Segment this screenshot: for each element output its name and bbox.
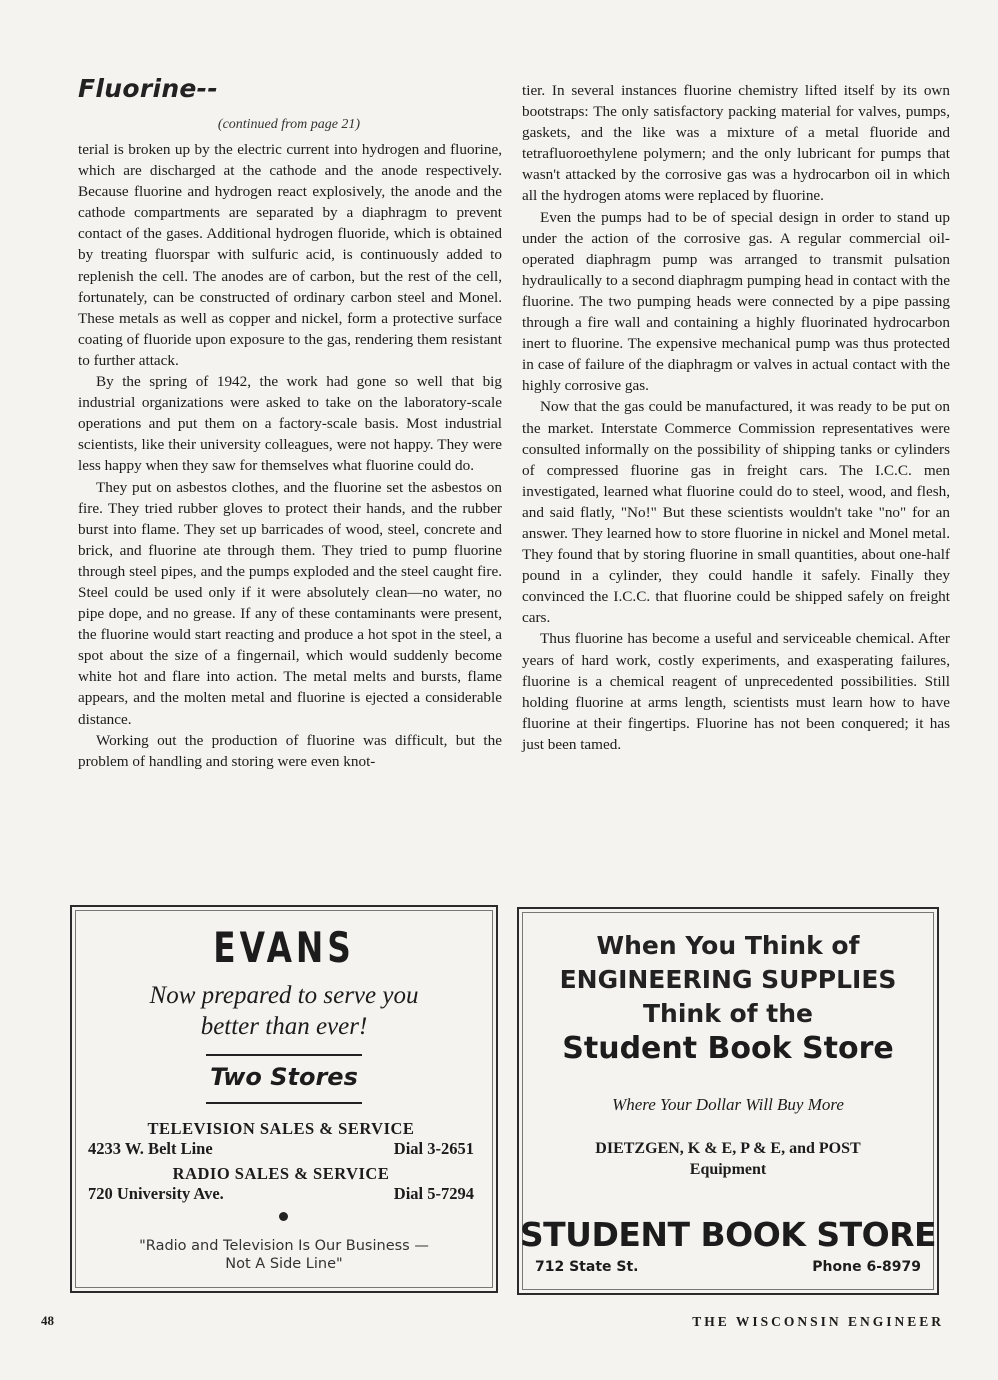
paragraph: They put on asbestos clothes, and the fluorine set the asbestos on fire. They tried rubber gloves to protect their hands, and the rubber burst into flame. They set up barricades of wood, steel, concrete and brick, and fluorine ate through them. They tried to pump fluorine through steel pipes, and the pumps exploded and the steel caught fire. Steel could be used only if it were absolutely clean—no water, no pipe dope, and no grease. If any of these contaminants were present, the fluorine would start reacting and produce a hot spot in the steel, a spot about the size of a fingernail, which would suddenly become white hot and flare into action. The metal melts and bursts, flame appears, and the molten metal and fluorine is ejected a considerable distance. (78, 478, 502, 728)
paragraph: Now that the gas could be manufactured, it was ready to be put on the market. Interstate Commerce Commission representatives were consulted informally on the possibility of shipping tanks or cylinders of compressed fluorine gas in freight cars. The I.C.C. men investigated, learned what fluorine could do to steel, wood, and flesh, and said flatly, "No!" But these scientists wouldn't take "no" for an answer. They learned how to store fluorine in nickel and Monel metal. They found that by storing fluorine in small quantities, about one-half pound in a cylinder, they could handle it safely. Finally they convinced the I.C.C. that fluorine could be shipped safely on freight cars. (522, 398, 950, 627)
sbs-address: 712 State St. (535, 1259, 639, 1275)
paragraph: Even the pumps had to be of special design in order to stand up under the action of the corrosive gas. A regular commercial oil-operated diaphragm pump was arranged to transmit pulsation hydraulically to a second diaphragm pumping head in contact with the fluorine. The two pumping heads were connected by a pipe passing through a fire wall and containing a highly fluorinated hydrocarbon inert to fluorine. The expensive mechanical pump was thus protected in case of failure of the diaphragm or valves in actual contact with the highly corrosive gas. (522, 208, 950, 395)
page-number: 48 (41, 1313, 54, 1328)
divider (206, 1054, 362, 1056)
paragraph: terial is broken up by the electric current into hydrogen and fluorine, which are discharged at the cathode and the anode respectively. Because fluorine and hydrogen react explosively, the anode and the cathode compartments are separated by a diaphragm to prevent contact of the gases. Additional hydrogen fluoride, which is obtained by treating fluorspar with sulfuric acid, is continuously added to replenish the cell. The anodes are of carbon, but the rest of the cell, fortunately, can be constructed of ordinary carbon steel and Monel. These metals as well as copper and nickel, form a protective surface coating of fluoride upon exposure to the gas, rendering them resistant to further attack. (78, 141, 502, 369)
sbs-big-name: STUDENT BOOK STORE (519, 1215, 937, 1254)
store-address: 720 University Ave. (88, 1184, 224, 1203)
evans-slogan (72, 1237, 496, 1273)
evans-tagline (72, 980, 496, 1042)
sbs-tagline: Where Your Dollar Will Buy More (612, 1095, 844, 1114)
evans-advertisement (70, 905, 498, 1293)
publication-title: THE WISCONSIN ENGINEER (692, 1314, 944, 1329)
continued-note: (continued from page 21) (217, 117, 361, 132)
evans-store-television (88, 1119, 474, 1159)
paragraph: By the spring of 1942, the work had gone so well that big industrial organizations were asked to take on the laboratory-scale operations and put them on a factory-scale basis. Most industrial scientists, like their university colleagues, were not happy. They were less happy when they saw for themselves what fluorine could do. (78, 373, 502, 475)
store-phone: Dial 5-7294 (393, 1184, 474, 1203)
evans-tagline-line-1: Now prepared to serve you (149, 982, 419, 1009)
sbs-headline (519, 929, 937, 1031)
sbs-brands (519, 1138, 937, 1180)
evans-tagline-line-2: better than ever! (200, 1013, 368, 1040)
student-book-store-advertisement (517, 907, 939, 1295)
divider (206, 1102, 362, 1104)
headline-line-2: ENGINEERING SUPPLIES (559, 965, 897, 994)
headline-line-1: When You Think of (596, 931, 860, 960)
store-phone: Dial 3-2651 (393, 1139, 474, 1158)
article-title: Fluorine-- (78, 74, 219, 103)
store-label: TELEVISION SALES & SERVICE (147, 1119, 415, 1138)
sbs-phone: Phone 6-8979 (812, 1259, 921, 1275)
sbs-name: Student Book Store (562, 1031, 894, 1066)
evans-store-radio (88, 1164, 474, 1204)
bullet-dot-icon (279, 1212, 288, 1221)
slogan-line-1: "Radio and Television Is Our Business — (139, 1238, 429, 1254)
brands-line-1: DIETZGEN, K & E, P & E, and POST (595, 1140, 861, 1157)
article-column-right (522, 80, 950, 755)
evans-two-stores: Two Stores (210, 1063, 358, 1091)
headline-line-3: Think of the (642, 999, 813, 1028)
sbs-contact (535, 1259, 921, 1275)
paragraph: tier. In several instances fluorine chemistry lifted itself by its own bootstraps: The only satisfactory packing material for valves, pumps, gaskets, and the like was a mixture of a metal fluoride and tetrafluoroethylene polymern; and the only lubricant for pumps that wasn't attacked by the corrosive gas was a hydrocarbon oil in which all the hydrogen atoms were replaced by fluorine. (522, 82, 950, 205)
evans-name: EVANS (213, 923, 355, 972)
paragraph: Thus fluorine has become a useful and serviceable chemical. After years of hard work, costly experiments, and exasperating failures, fluorine is a chemical reagent of unprecedented possibilities. Still holding fluorine at arms length, scientists must learn how to have fluorine at their fingertips. Fluorine has not been conquered; it has just been tamed. (522, 630, 950, 753)
article-column-left (78, 139, 502, 772)
paragraph: Working out the production of fluorine was difficult, but the problem of handling and storing were even knot- (78, 731, 502, 770)
store-label: RADIO SALES & SERVICE (172, 1164, 390, 1183)
brands-line-2: Equipment (689, 1161, 767, 1178)
store-address: 4233 W. Belt Line (88, 1139, 213, 1158)
slogan-line-2: Not A Side Line" (225, 1256, 343, 1272)
